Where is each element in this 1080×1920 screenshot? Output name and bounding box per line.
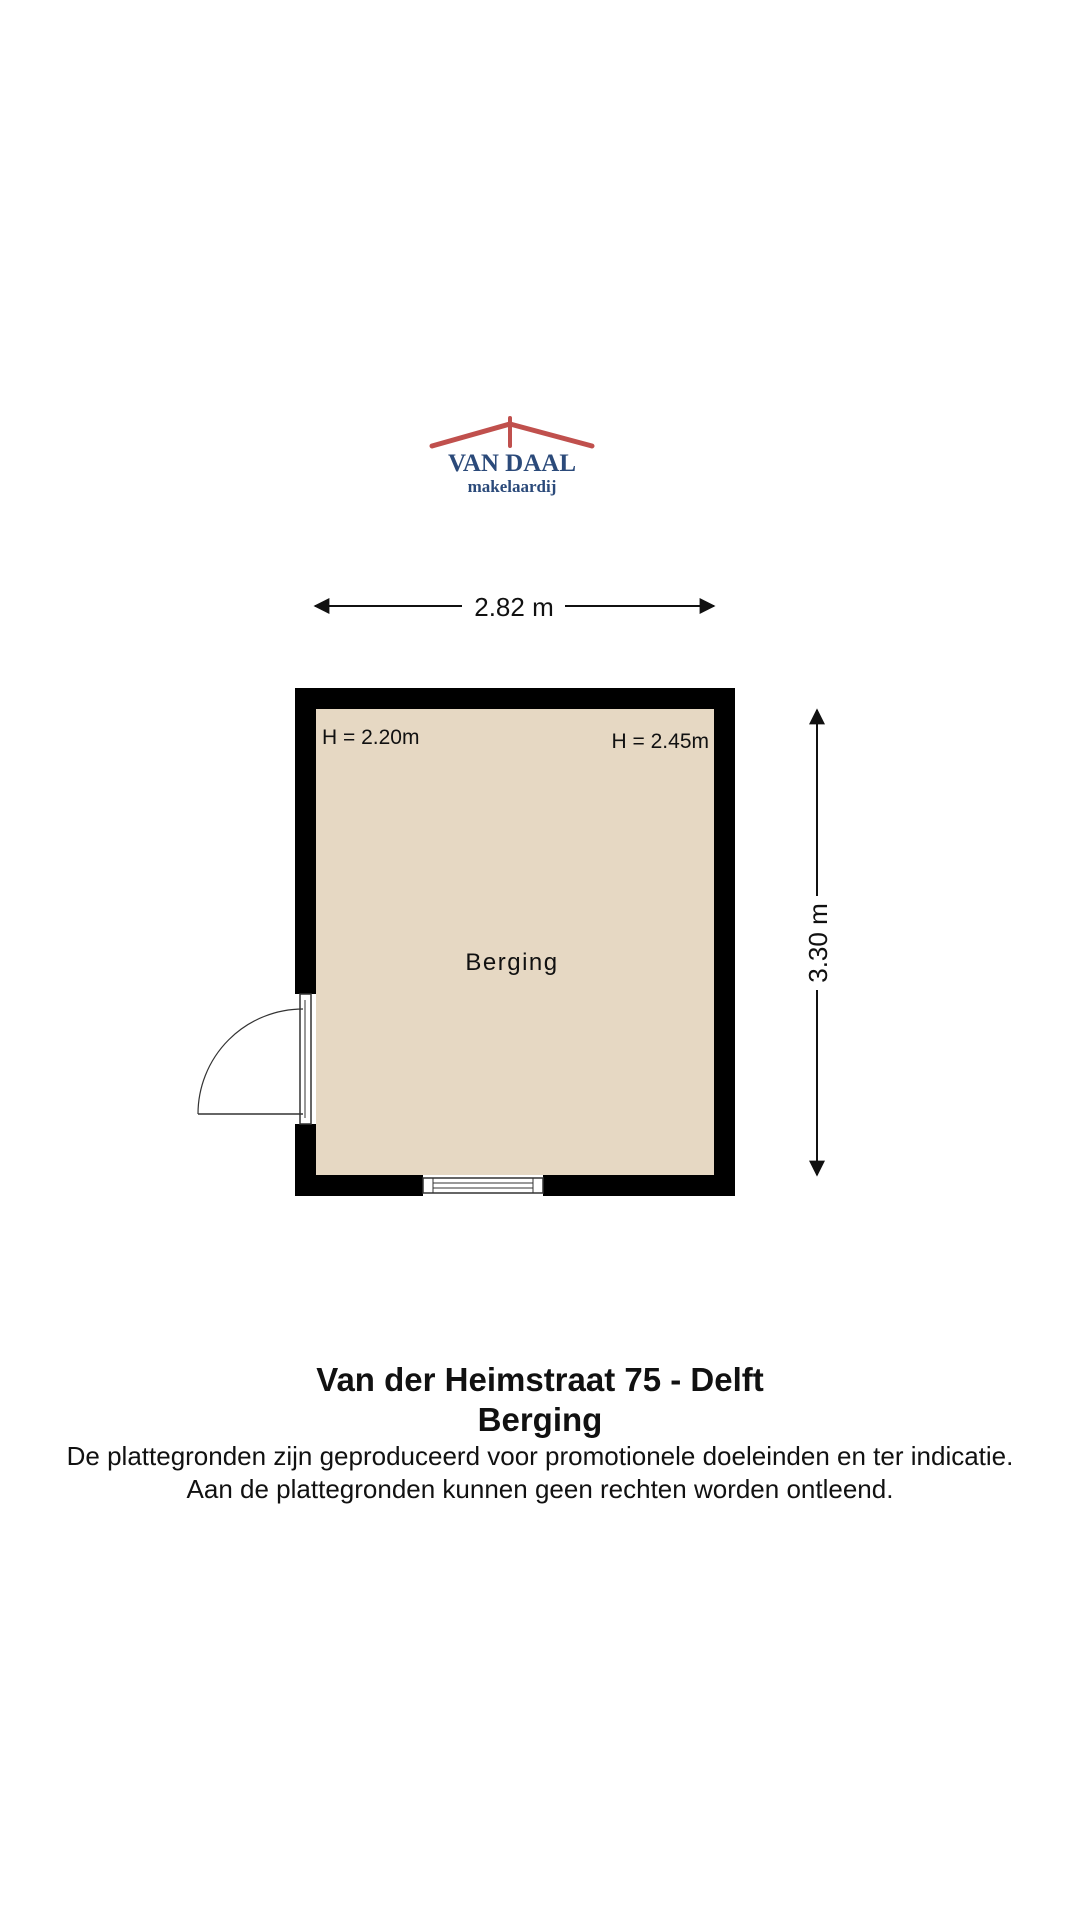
logo-brand-sub: makelaardij (467, 477, 557, 496)
room-floor (316, 708, 714, 1175)
disclaimer-line-2: Aan de plattegronden kunnen geen rechten worden ontleend. (186, 1474, 894, 1504)
room-name-label: Berging (465, 949, 559, 976)
depth-dimension (803, 710, 833, 1175)
window-symbol (423, 1178, 543, 1193)
width-dimension (315, 592, 714, 622)
caption-block (0, 1360, 1080, 1506)
van-daal-logo (432, 418, 592, 496)
address-title: Van der Heimstraat 75 - Delft (316, 1361, 764, 1398)
roof-icon (432, 418, 592, 446)
wall-bottom-right (543, 1175, 735, 1196)
height-label-right: H = 2.45m (611, 730, 709, 753)
logo-brand-name: VAN DAAL (447, 450, 577, 477)
wall-bottom-left (295, 1175, 423, 1196)
floor-subtitle: Berging (477, 1401, 603, 1438)
wall-top (295, 688, 735, 709)
wall-right (714, 688, 735, 1196)
width-dimension-label: 2.82 m (474, 592, 554, 622)
wall-left-upper (295, 688, 316, 994)
room-berging (198, 688, 735, 1196)
door-swing-arc (198, 1009, 303, 1114)
depth-dimension-label: 3.30 m (803, 903, 833, 983)
disclaimer-line-1: De plattegronden zijn geproduceerd voor promotionele doeleinden en ter indicatie. (66, 1441, 1014, 1471)
door-symbol (198, 994, 311, 1124)
height-label-left: H = 2.20m (322, 726, 420, 749)
